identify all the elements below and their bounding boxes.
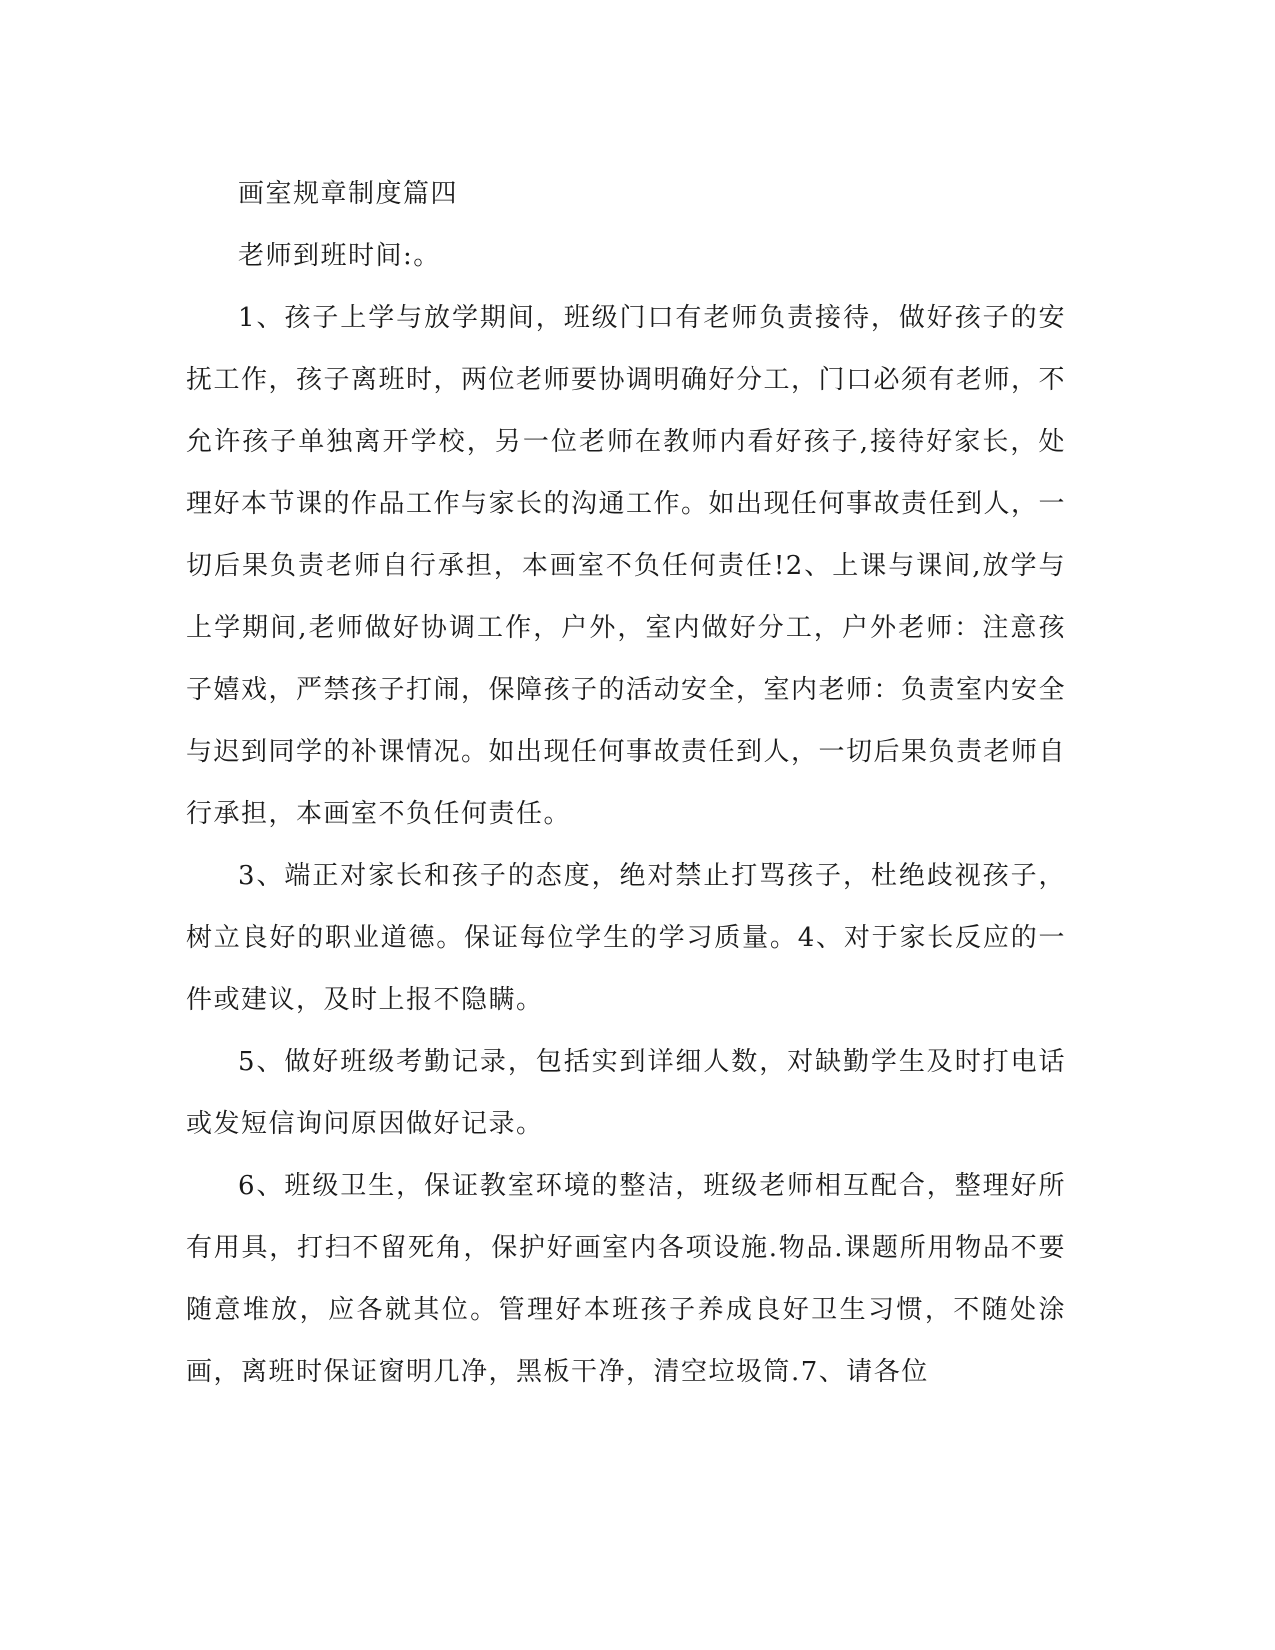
document-title: 画室规章制度篇四 <box>238 179 459 209</box>
paragraph-1: 1、孩子上学与放学期间，班级门口有老师负责接待，做好孩子的安抚工作，孩子离班时，两位老师要协调明确好分工，门口必须有老师，不允许孩子单独离开学校，另一位老师在教师内看好孩子,接待好家长，处理好本节课的作品工作与家长的沟通工作。如出现任何事故责任到人，一切后果负责老师自行承担，本画室不负任何责任!2、上课与课间,放学与上学期间,老师做好协调工作，户外，室内做好分工，户外老师：注意孩子嬉戏，严禁孩子打闹，保障孩子的活动安全，室内老师：负责室内安全与迟到同学的补课情况。如出现任何事故责任到人，一切后果负责老师自行承担，本画室不负任何责任。 <box>186 303 1067 829</box>
document-subtitle: 老师到班时间:。 <box>238 241 441 271</box>
paragraph-4: 6、班级卫生，保证教室环境的整洁，班级老师相互配合，整理好所有用具，打扫不留死角，保护好画室内各项设施.物品.课题所用物品不要随意堆放，应各就其位。管理好本班孩子养成良好卫生习惯，不随处涂画，离班时保证窗明几净，黑板干净，清空垃圾筒.7、请各位 <box>186 1171 1066 1387</box>
paragraph-3: 5、做好班级考勤记录，包括实到详细人数，对缺勤学生及时打电话或发短信询问原因做好记录。 <box>186 1047 1066 1139</box>
document-body <box>186 163 1066 1403</box>
paragraph-2: 3、端正对家长和孩子的态度，绝对禁止打骂孩子，杜绝歧视孩子，树立良好的职业道德。保证每位学生的学习质量。4、对于家长反应的一件或建议，及时上报不隐瞒。 <box>186 861 1066 1015</box>
